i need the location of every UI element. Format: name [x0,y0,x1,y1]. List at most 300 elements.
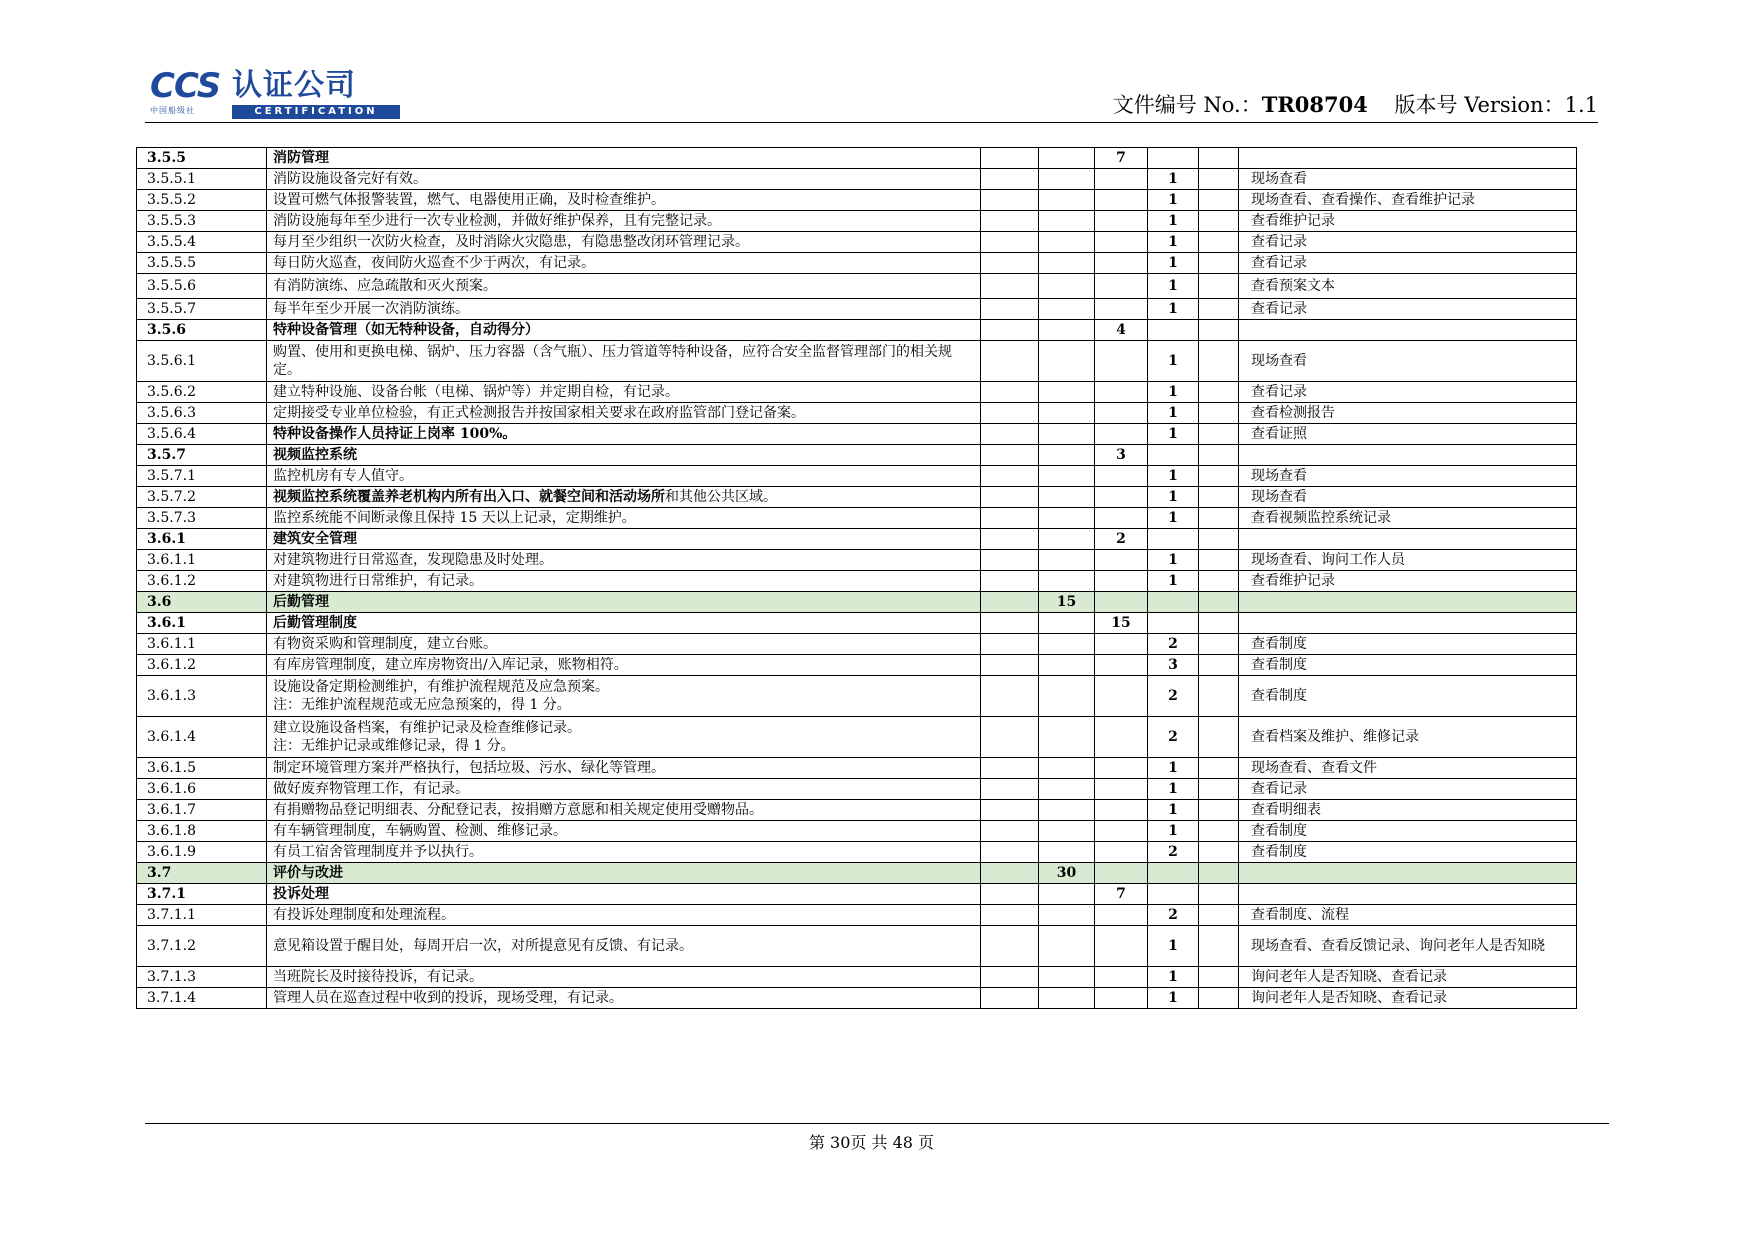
item-code: 3.7.1 [137,884,267,905]
item-text [267,211,981,232]
score-level3: 4 [1095,320,1148,341]
score-level2 [1039,800,1095,821]
score-level2 [1039,926,1095,967]
score-level2 [1039,571,1095,592]
item-text [267,424,981,445]
score-actual [1199,571,1239,592]
company-logo [150,68,410,120]
score-level2 [1039,613,1095,634]
score-level1 [981,232,1039,253]
score-level2: 15 [1039,592,1095,613]
table-row [137,232,1577,253]
score-level1 [981,655,1039,676]
item-code: 3.5.5.4 [137,232,267,253]
score-level1 [981,592,1039,613]
logo-chinese-text: 认证公司 [232,68,356,103]
review-method: 查看制度 [1239,821,1577,842]
score-level3 [1095,424,1148,445]
item-code: 3.6.1.1 [137,550,267,571]
item-text [267,592,981,613]
item-code: 3.7.1.1 [137,905,267,926]
table-row [137,445,1577,466]
score-item: 1 [1148,779,1199,800]
item-code: 3.6.1.3 [137,676,267,717]
score-actual [1199,634,1239,655]
score-item: 1 [1148,403,1199,424]
item-text-content: 每日防火巡查，夜间防火巡查不少于两次，有记录。 [273,255,595,271]
score-level1 [981,967,1039,988]
score-actual [1199,487,1239,508]
item-note-line: 注：无维护流程规范或无应急预案的，得 1 分。 [273,697,571,713]
item-text-content: 有物资采购和管理制度，建立台账。 [273,636,497,652]
score-actual [1199,884,1239,905]
score-level2 [1039,320,1095,341]
score-level1 [981,403,1039,424]
score-actual [1199,382,1239,403]
score-level2 [1039,382,1095,403]
item-text [267,232,981,253]
score-actual [1199,529,1239,550]
review-method: 现场查看 [1239,169,1577,190]
score-level3 [1095,232,1148,253]
score-level3 [1095,466,1148,487]
score-level3: 2 [1095,529,1148,550]
score-level1 [981,253,1039,274]
table-row [137,550,1577,571]
score-item: 1 [1148,988,1199,1009]
item-text-content: 每半年至少开展一次消防演练。 [273,301,469,317]
review-method: 查看记录 [1239,299,1577,320]
score-level3 [1095,571,1148,592]
table-row [137,613,1577,634]
item-text-rest: 和其他公共区域。 [665,489,777,505]
score-actual [1199,403,1239,424]
score-item: 1 [1148,232,1199,253]
score-level3: 15 [1095,613,1148,634]
item-text-content: 设置可燃气体报警装置，燃气、电器使用正确，及时检查维护。 [273,192,665,208]
score-level1 [981,320,1039,341]
review-method: 查看维护记录 [1239,211,1577,232]
score-level2 [1039,758,1095,779]
score-item: 1 [1148,274,1199,299]
review-method: 现场查看 [1239,466,1577,487]
review-method: 查看维护记录 [1239,571,1577,592]
score-actual [1199,550,1239,571]
score-level2 [1039,821,1095,842]
item-code: 3.7.1.2 [137,926,267,967]
score-level2 [1039,211,1095,232]
table-row [137,529,1577,550]
score-actual [1199,508,1239,529]
table-row [137,905,1577,926]
score-level2 [1039,529,1095,550]
score-actual [1199,466,1239,487]
item-text [267,988,981,1009]
logo-subtitle: 中国船级社 [150,106,195,115]
item-text [267,655,981,676]
score-item: 1 [1148,967,1199,988]
score-level3 [1095,634,1148,655]
item-text-content: 有投诉处理制度和处理流程。 [273,907,455,923]
score-actual [1199,926,1239,967]
item-code: 3.6.1 [137,613,267,634]
table-row [137,779,1577,800]
score-level3 [1095,253,1148,274]
score-level1 [981,988,1039,1009]
table-row [137,592,1577,613]
score-actual [1199,592,1239,613]
score-level2 [1039,299,1095,320]
item-text-content: 评价与改进 [273,865,343,881]
score-level1 [981,487,1039,508]
score-item: 1 [1148,926,1199,967]
header-rule [145,122,1598,123]
score-level3 [1095,800,1148,821]
item-code: 3.5.7.2 [137,487,267,508]
score-level1 [981,529,1039,550]
score-level3 [1095,779,1148,800]
review-method: 查看记录 [1239,253,1577,274]
review-method: 查看记录 [1239,779,1577,800]
item-code: 3.6.1.4 [137,717,267,758]
score-item: 2 [1148,905,1199,926]
assessment-table [136,147,1577,1009]
score-actual [1199,613,1239,634]
review-method: 查看检测报告 [1239,403,1577,424]
item-text [267,550,981,571]
score-item [1148,884,1199,905]
score-actual [1199,341,1239,382]
item-code: 3.5.7.3 [137,508,267,529]
score-level1 [981,800,1039,821]
score-level2 [1039,341,1095,382]
score-actual [1199,253,1239,274]
item-text-content: 每月至少组织一次防火检查，及时消除火灾隐患，有隐患整改闭环管理记录。 [273,234,749,250]
score-actual [1199,148,1239,169]
review-method: 查看制度 [1239,634,1577,655]
review-method: 查看明细表 [1239,800,1577,821]
item-text [267,800,981,821]
table-row [137,800,1577,821]
table-row [137,211,1577,232]
item-code: 3.7.1.4 [137,988,267,1009]
review-method [1239,613,1577,634]
item-code: 3.5.5.5 [137,253,267,274]
score-level2 [1039,169,1095,190]
score-level2 [1039,676,1095,717]
score-item [1148,613,1199,634]
score-level3 [1095,967,1148,988]
score-level3: 7 [1095,148,1148,169]
item-text-content: 有库房管理制度，建立库房物资出/入库记录，账物相符。 [273,657,628,673]
score-level3 [1095,169,1148,190]
logo-certification-band: CERTIFICATION [232,105,400,119]
item-text [267,926,981,967]
score-level1 [981,550,1039,571]
table-row [137,169,1577,190]
item-text-content: 对建筑物进行日常巡查，发现隐患及时处理。 [273,552,553,568]
score-actual [1199,717,1239,758]
item-code: 3.5.5.6 [137,274,267,299]
score-level2 [1039,445,1095,466]
item-code: 3.5.5.3 [137,211,267,232]
item-text-content: 有车辆管理制度，车辆购置、检测、维修记录。 [273,823,567,839]
item-text [267,905,981,926]
table-row [137,988,1577,1009]
review-method: 现场查看、查看操作、查看维护记录 [1239,190,1577,211]
score-item [1148,863,1199,884]
item-text [267,487,981,508]
score-level2 [1039,190,1095,211]
review-method [1239,320,1577,341]
version-number: 1.1 [1564,93,1598,117]
score-level2 [1039,884,1095,905]
score-item: 1 [1148,382,1199,403]
review-method: 查看记录 [1239,232,1577,253]
score-actual [1199,988,1239,1009]
item-code: 3.6.1.6 [137,779,267,800]
item-text [267,466,981,487]
review-method: 询问老年人是否知晓、查看记录 [1239,967,1577,988]
item-text [267,634,981,655]
score-level3 [1095,905,1148,926]
item-text [267,508,981,529]
score-level1 [981,717,1039,758]
item-text [267,382,981,403]
review-method: 查看视频监控系统记录 [1239,508,1577,529]
review-method: 现场查看、查看反馈记录、询问老年人是否知晓 [1239,926,1577,967]
item-text-content: 后勤管理制度 [273,615,357,631]
table-row [137,190,1577,211]
item-text [267,676,981,717]
item-code: 3.5.6 [137,320,267,341]
table-row [137,676,1577,717]
table-row [137,926,1577,967]
table-row [137,508,1577,529]
score-item: 2 [1148,634,1199,655]
item-text [267,190,981,211]
item-code: 3.5.5 [137,148,267,169]
score-level1 [981,299,1039,320]
score-item: 2 [1148,842,1199,863]
item-code: 3.6 [137,592,267,613]
table-row [137,967,1577,988]
item-code: 3.6.1.1 [137,634,267,655]
table-row [137,403,1577,424]
score-level3 [1095,190,1148,211]
item-code: 3.5.5.1 [137,169,267,190]
score-level1 [981,676,1039,717]
score-level3 [1095,382,1148,403]
item-text-bold: 视频监控系统覆盖养老机构内所有出入口、就餐空间和活动场所 [273,489,665,505]
score-level1 [981,169,1039,190]
review-method: 查看制度 [1239,842,1577,863]
score-level3 [1095,758,1148,779]
score-level2 [1039,424,1095,445]
page-number: 第 30页 共 48 页 [808,1133,935,1152]
item-text-content: 监控机房有专人值守。 [273,468,413,484]
score-item: 3 [1148,655,1199,676]
score-level2 [1039,508,1095,529]
score-actual [1199,445,1239,466]
score-level1 [981,613,1039,634]
score-level1 [981,445,1039,466]
score-item [1148,320,1199,341]
item-text-content: 监控系统能不间断录像且保持 15 天以上记录，定期维护。 [273,510,636,526]
review-method: 查看制度、流程 [1239,905,1577,926]
score-item [1148,529,1199,550]
table-row [137,842,1577,863]
score-actual [1199,169,1239,190]
version-label: 版本号 Version： [1394,93,1565,117]
item-text-content: 做好废弃物管理工作，有记录。 [273,781,469,797]
table-row [137,655,1577,676]
score-level3: 7 [1095,884,1148,905]
item-text-content: 消防设施设备完好有效。 [273,171,427,187]
score-level3 [1095,487,1148,508]
score-level3 [1095,717,1148,758]
review-method [1239,529,1577,550]
score-item: 1 [1148,299,1199,320]
score-actual [1199,320,1239,341]
score-level1 [981,779,1039,800]
table-row [137,884,1577,905]
score-item: 1 [1148,190,1199,211]
score-level1 [981,842,1039,863]
item-text [267,758,981,779]
score-actual [1199,232,1239,253]
score-item [1148,148,1199,169]
item-text [267,571,981,592]
score-level2 [1039,274,1095,299]
item-text [267,403,981,424]
score-item: 2 [1148,717,1199,758]
score-level2 [1039,967,1095,988]
item-text [267,967,981,988]
item-text-content: 特种设备操作人员持证上岗率 100%。 [273,426,517,442]
item-code: 3.5.6.1 [137,341,267,382]
score-level1 [981,341,1039,382]
score-level1 [981,274,1039,299]
score-item: 1 [1148,253,1199,274]
table-row [137,274,1577,299]
review-method: 现场查看 [1239,341,1577,382]
table-row [137,382,1577,403]
score-level3 [1095,655,1148,676]
score-level1 [981,148,1039,169]
table-row [137,487,1577,508]
score-item: 1 [1148,550,1199,571]
item-code: 3.6.1.2 [137,571,267,592]
item-text-content: 意见箱设置于醒目处，每周开启一次，对所提意见有反馈、有记录。 [273,938,693,954]
score-level3 [1095,592,1148,613]
score-level2 [1039,779,1095,800]
score-item [1148,445,1199,466]
item-code: 3.6.1.9 [137,842,267,863]
score-level3 [1095,274,1148,299]
review-method [1239,445,1577,466]
review-method: 现场查看 [1239,487,1577,508]
item-code: 3.5.7.1 [137,466,267,487]
item-text-content: 消防设施每年至少进行一次专业检测，并做好维护保养，且有完整记录。 [273,213,721,229]
score-actual [1199,758,1239,779]
score-level3 [1095,299,1148,320]
score-level3 [1095,211,1148,232]
item-code: 3.7.1.3 [137,967,267,988]
item-text [267,717,981,758]
item-text-content: 特种设备管理（如无特种设备，自动得分） [273,322,539,338]
item-code: 3.7 [137,863,267,884]
review-method [1239,592,1577,613]
table-row [137,863,1577,884]
score-actual [1199,211,1239,232]
score-level3 [1095,508,1148,529]
item-code: 3.6.1.7 [137,800,267,821]
item-text-content: 定期接受专业单位检验，有正式检测报告并按国家相关要求在政府监管部门登记备案。 [273,405,805,421]
review-method: 查看制度 [1239,655,1577,676]
score-item: 1 [1148,466,1199,487]
review-method: 询问老年人是否知晓、查看记录 [1239,988,1577,1009]
score-actual [1199,676,1239,717]
item-text [267,445,981,466]
score-level2 [1039,988,1095,1009]
item-text-content: 有捐赠物品登记明细表、分配登记表，按捐赠方意愿和相关规定使用受赠物品。 [273,802,763,818]
score-item [1148,592,1199,613]
review-method: 现场查看、查看文件 [1239,758,1577,779]
table-row [137,717,1577,758]
score-level3 [1095,403,1148,424]
item-code: 3.5.5.2 [137,190,267,211]
item-text-content: 对建筑物进行日常维护，有记录。 [273,573,483,589]
score-level2 [1039,253,1095,274]
score-level3 [1095,988,1148,1009]
item-text [267,863,981,884]
table-row [137,341,1577,382]
score-item: 1 [1148,211,1199,232]
score-item: 1 [1148,424,1199,445]
score-actual [1199,190,1239,211]
score-item: 1 [1148,508,1199,529]
item-text-content: 建立特种设施、设备台帐（电梯、锅炉等）并定期自检，有记录。 [273,384,679,400]
item-code: 3.5.7 [137,445,267,466]
item-text-content: 投诉处理 [273,886,329,902]
item-text [267,274,981,299]
item-text [267,253,981,274]
score-level3 [1095,341,1148,382]
table-row [137,148,1577,169]
item-text-content: 后勤管理 [273,594,329,610]
review-method: 查看档案及维护、维修记录 [1239,717,1577,758]
score-actual [1199,863,1239,884]
item-text-content: 有员工宿舍管理制度并予以执行。 [273,844,483,860]
score-level2 [1039,232,1095,253]
item-text [267,529,981,550]
item-code: 3.5.6.3 [137,403,267,424]
score-item: 1 [1148,487,1199,508]
score-level2: 30 [1039,863,1095,884]
score-level1 [981,382,1039,403]
score-item: 1 [1148,571,1199,592]
score-level3 [1095,821,1148,842]
item-text-content: 当班院长及时接待投诉，有记录。 [273,969,483,985]
score-level3 [1095,550,1148,571]
score-actual [1199,842,1239,863]
score-level1 [981,571,1039,592]
score-item: 1 [1148,800,1199,821]
item-text [267,320,981,341]
item-text [267,613,981,634]
table-row [137,821,1577,842]
